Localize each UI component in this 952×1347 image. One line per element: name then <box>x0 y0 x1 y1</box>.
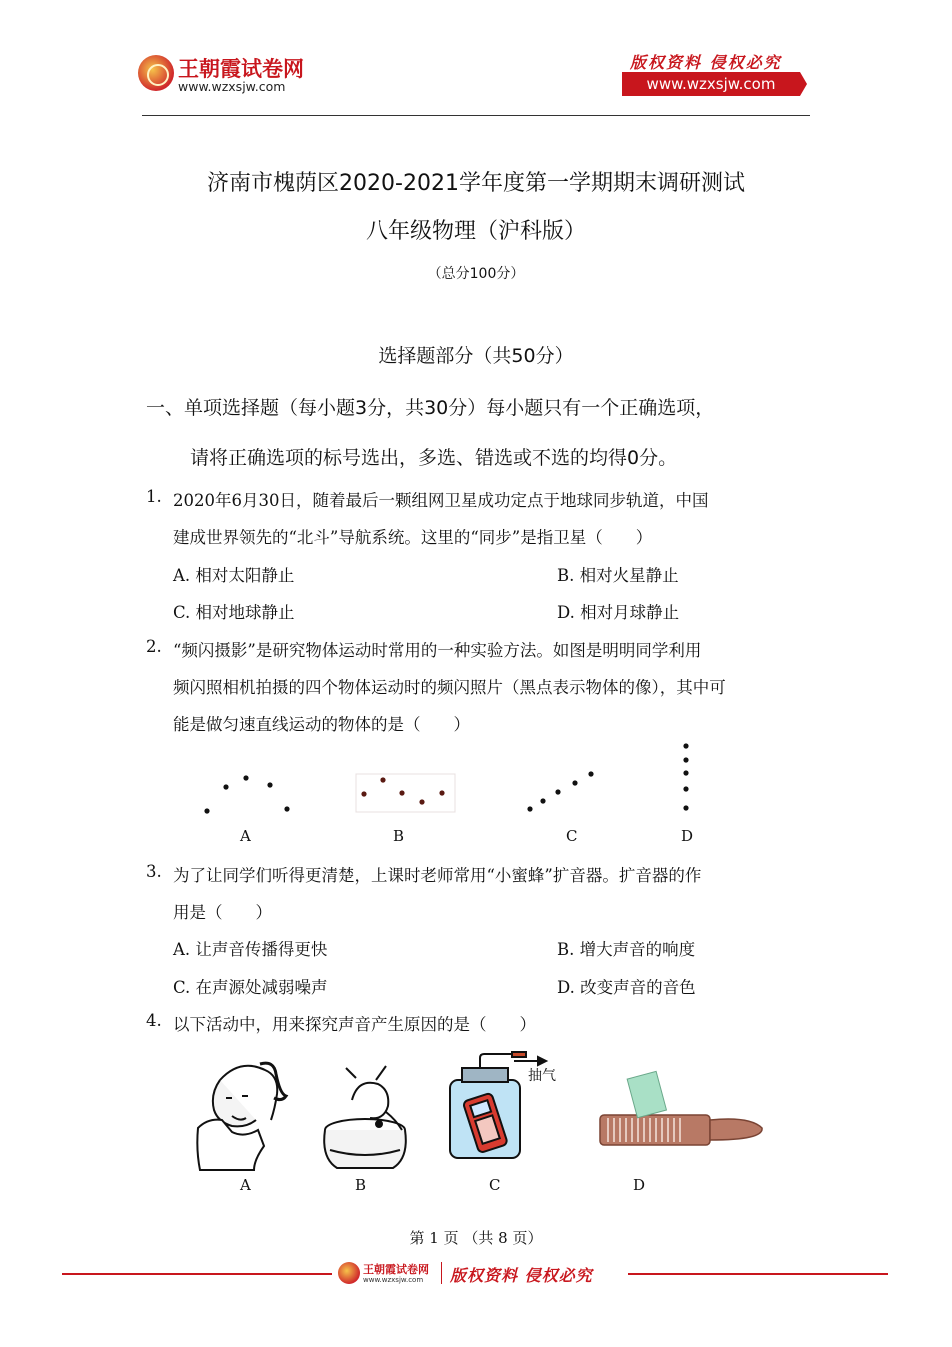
logo-name: 王朝霞试卷网 <box>178 57 304 81</box>
question-text: 建成世界领先的“北斗”导航系统。这里的“同步”是指卫星（ ） <box>173 528 653 547</box>
drum-player-icon <box>324 1066 406 1168</box>
option-b[interactable]: B. 增大声音的响度 <box>557 940 696 959</box>
question-text: 为了让同学们听得更清楚，上课时老师常用“小蜜蜂”扩音器。扩音器的作 <box>173 866 702 885</box>
fig-label-b: B <box>393 827 405 845</box>
fig-label-b: B <box>355 1176 367 1194</box>
fig-label-c: C <box>566 827 578 845</box>
site-url-banner[interactable]: www.wzxsjw.com <box>622 72 800 96</box>
fig-label-c: C <box>489 1176 501 1194</box>
option-b[interactable]: B. 相对火星静止 <box>557 566 679 585</box>
pump-label: 抽气 <box>528 1068 556 1084</box>
comb-card-icon <box>600 1071 762 1145</box>
fig-label-a: A <box>240 827 251 845</box>
question-number: 3. <box>146 862 162 881</box>
exam-title: 济南市槐荫区2020-2021学年度第一学期期末调研测试 <box>207 171 745 196</box>
footer-divider <box>441 1262 442 1284</box>
question-text: 2020年6月30日，随着最后一颗组网卫星成功定点于地球同步轨道，中国 <box>173 491 709 510</box>
question-text: 频闪照相机拍摄的四个物体运动时的频闪照片（黑点表示物体的像），其中可 <box>173 678 726 697</box>
option-d[interactable]: D. 改变声音的音色 <box>557 978 696 997</box>
option-d[interactable]: D. 相对月球静止 <box>557 603 680 622</box>
part-heading: 选择题部分（共50分） <box>378 345 574 367</box>
question-text: 以下活动中，用来探究声音产生原因的是（ ） <box>173 1015 536 1034</box>
option-a[interactable]: A. 相对太阳静止 <box>173 566 295 585</box>
exam-total-score: （总分100分） <box>427 266 525 282</box>
footer-logo-name: 王朝霞试卷网 <box>363 1263 429 1276</box>
sound-experiments-figure <box>180 1050 780 1200</box>
question-text: 能是做匀速直线运动的物体的是（ ） <box>173 715 470 734</box>
footer-line-right <box>628 1273 888 1275</box>
question-number: 4. <box>146 1011 162 1030</box>
strobe-photo-b <box>356 774 455 812</box>
strobe-photo-figure <box>180 740 720 850</box>
person-humming-icon <box>197 1063 286 1170</box>
copyright-slogan: 版权资料 侵权必究 <box>630 53 782 72</box>
footer-slogan: 版权资料 侵权必究 <box>450 1266 593 1285</box>
seal-logo-icon <box>338 1262 360 1284</box>
header-divider <box>142 115 810 116</box>
fig-label-a: A <box>240 1176 251 1194</box>
logo-url: www.wzxsjw.com <box>178 79 286 94</box>
footer-logo-url: www.wzxsjw.com <box>363 1276 424 1284</box>
question-number: 1. <box>146 487 162 506</box>
exam-subtitle: 八年级物理（沪科版） <box>365 219 586 244</box>
section-heading-line1: 一、单项选择题（每小题3分，共30分）每小题只有一个正确选项， <box>146 397 715 419</box>
question-text: 用是（ ） <box>173 903 272 922</box>
page-number: 第 1 页 （共 8 页） <box>409 1229 543 1247</box>
seal-logo-icon <box>138 55 174 91</box>
question-number: 2. <box>146 637 162 656</box>
strobe-photo-c <box>527 771 593 811</box>
footer-line-left <box>62 1273 332 1275</box>
section-heading-line2: 请将正确选项的标号选出，多选、错选或不选的均得0分。 <box>190 447 678 469</box>
strobe-photo-a <box>204 775 289 813</box>
question-text: “频闪摄影”是研究物体运动时常用的一种实验方法。如图是明明同学利用 <box>173 641 702 660</box>
fig-label-d: D <box>681 827 694 845</box>
fig-label-d: D <box>633 1176 646 1194</box>
option-c[interactable]: C. 相对地球静止 <box>173 603 295 622</box>
option-a[interactable]: A. 让声音传播得更快 <box>173 940 328 959</box>
option-c[interactable]: C. 在声源处减弱噪声 <box>173 978 328 997</box>
strobe-photo-d <box>683 743 688 810</box>
